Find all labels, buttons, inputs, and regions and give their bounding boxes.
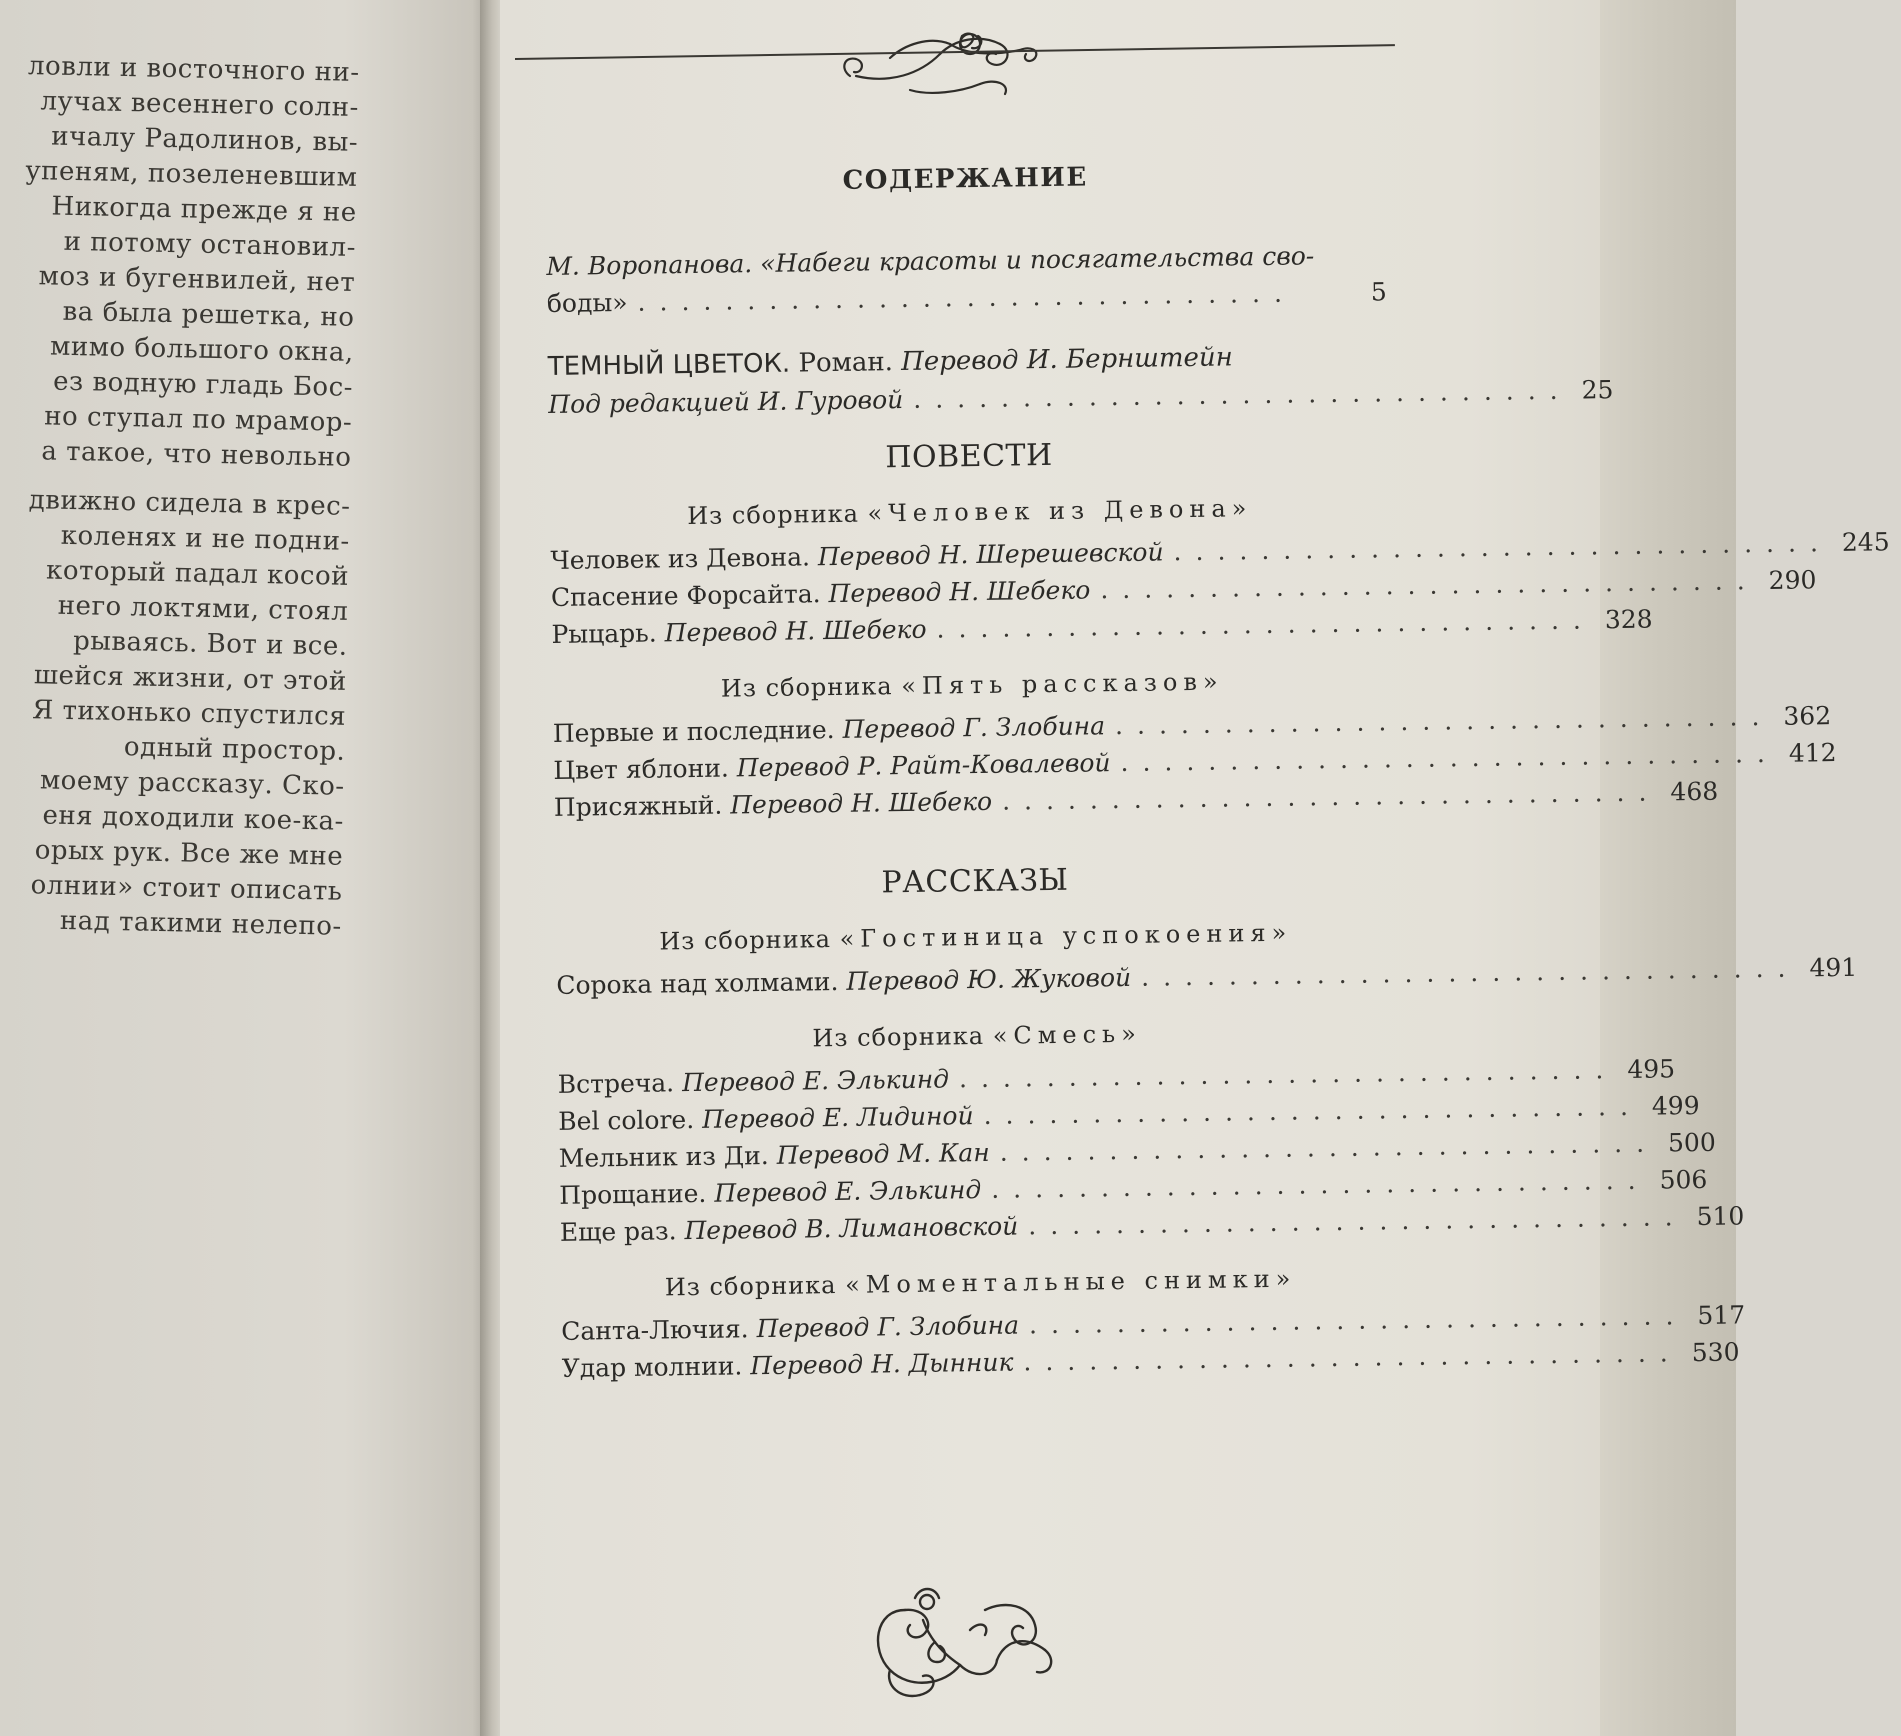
- entry-translator: Перевод Р. Райт-Ковалевой: [736, 748, 1111, 783]
- collection-heading: [560, 1263, 1400, 1303]
- left-text-line: одный простор.: [123, 732, 346, 767]
- table-of-contents: [545, 158, 1890, 1387]
- section-heading: ПОВЕСТИ: [885, 437, 1053, 476]
- collection-prefix: Из сборника: [659, 925, 832, 956]
- leader-dots: ..............................: [1140, 953, 1800, 992]
- entry-translator: Перевод М. Кан: [776, 1137, 990, 1170]
- toc-entry: [556, 952, 1858, 1004]
- entry-translator: Перевод Ю. Жуковой: [846, 962, 1132, 996]
- entry-title: Мельник из Ди.: [558, 1140, 769, 1173]
- left-text-line: Я тихонько спустился: [31, 695, 347, 732]
- page-edge: [1600, 0, 1736, 1736]
- left-text-line: рываясь. Вот и все.: [72, 626, 348, 662]
- leader-dots: ..............................: [913, 375, 1572, 414]
- entry-page-number: 517: [1697, 1300, 1746, 1331]
- collection-prefix: Из сборника: [812, 1021, 985, 1053]
- left-text-line: моз и бугенвилей, нет: [38, 261, 356, 298]
- entry-page-number: 506: [1659, 1164, 1708, 1195]
- leader-dots: ..............................: [991, 1165, 1650, 1204]
- left-text-line: мимо большого окна,: [49, 331, 355, 368]
- entry-title: Спасение Форсайта.: [550, 579, 821, 612]
- left-text-line: над такими нелепо-: [59, 905, 342, 942]
- entry-translator: Перевод Г. Злобина: [756, 1310, 1020, 1344]
- entry-page-number: 328: [1604, 604, 1653, 635]
- left-text-line: ва была решетка, но: [62, 296, 355, 333]
- left-text-line: еня доходили кое-ка-: [42, 800, 345, 837]
- left-text-line: который падал косой: [45, 555, 350, 592]
- left-text-line: олнии» стоит описать: [30, 870, 343, 907]
- leader-dots: ..............................: [936, 605, 1596, 644]
- leader-dots: ..............................: [958, 1055, 1618, 1094]
- collection-prefix: Из сборника: [664, 1271, 837, 1302]
- leader-dots: ..............................: [983, 1091, 1643, 1130]
- left-page-text: [0, 48, 360, 945]
- entry-title: Bel colore.: [558, 1105, 695, 1136]
- collection-heading: [550, 492, 1390, 532]
- toc-sections: [549, 433, 1890, 1387]
- collection-name: «Моментальные снимки»: [844, 1264, 1297, 1299]
- entry-page-number: 362: [1783, 701, 1832, 731]
- intro-text-line-1: М. Воропанова. «Набеги красоты и посягательства сво-: [546, 241, 1315, 281]
- collection-name: «Пять рассказов»: [901, 667, 1224, 701]
- entry-title: Санта-Лючия.: [561, 1314, 749, 1346]
- collection-prefix: Из сборника: [720, 672, 893, 703]
- entry-title: Первые и последние.: [552, 715, 835, 748]
- toc-novel-entry: [547, 336, 1614, 423]
- leader-dots: ..............................: [1028, 1301, 1688, 1340]
- entry-title: Присяжный.: [553, 790, 723, 822]
- left-text-line: ез водную гладь Бос-: [52, 366, 354, 403]
- intro-page-number: 5: [1370, 277, 1387, 307]
- entry-translator: Перевод Г. Злобина: [842, 711, 1106, 744]
- leader-dots: ..............................: [999, 1128, 1659, 1167]
- left-text-line: моему рассказу. Ско-: [39, 765, 345, 802]
- left-text-line: и потому остановил-: [63, 226, 357, 263]
- left-text-line: лучах весеннего солн-: [40, 86, 360, 123]
- toc-title: СОДЕРЖАНИЕ: [842, 162, 1088, 196]
- leader-dots: ..............................: [1100, 566, 1759, 605]
- entry-page-number: 245: [1841, 527, 1890, 557]
- entry-translator: Перевод Н. Шерешевской: [817, 537, 1164, 572]
- novel-editor: Под редакцией И. Гуровой: [548, 385, 904, 419]
- collection-prefix: Из сборника: [687, 499, 860, 531]
- floral-ornament-icon: [830, 14, 1060, 104]
- collection-name: «Смесь»: [992, 1019, 1143, 1050]
- entry-title: Встреча.: [557, 1068, 675, 1099]
- left-text-line: коленях и не подни-: [60, 520, 351, 557]
- entry-translator: Перевод Н. Шебеко: [828, 575, 1091, 609]
- entry-page-number: 530: [1691, 1337, 1740, 1368]
- left-text-line: а такое, что невольно: [41, 436, 352, 473]
- entry-title: Прощание.: [559, 1178, 707, 1210]
- entry-title: Удар молнии.: [561, 1351, 743, 1383]
- section-heading: РАССКАЗЫ: [881, 862, 1069, 901]
- entry-title: Сорока над холмами.: [556, 966, 839, 1000]
- collection-heading: [552, 665, 1392, 705]
- leader-dots: ..............................: [1028, 1202, 1687, 1241]
- entry-translator: Перевод Е. Лидиной: [701, 1101, 974, 1134]
- left-text-line: орых рук. Все же мне: [34, 835, 344, 872]
- entry-translator: Перевод Н. Дынник: [750, 1347, 1014, 1381]
- left-text-line: ичалу Радолинов, вы-: [50, 121, 359, 158]
- leader-dots: ..............................: [1114, 701, 1774, 741]
- entry-page-number: 468: [1670, 776, 1719, 807]
- toc-intro-entry: [546, 236, 1387, 322]
- entry-page-number: 510: [1696, 1201, 1745, 1232]
- entry-translator: Перевод Е. Элькинд: [681, 1064, 950, 1098]
- entry-title: Цвет яблони.: [553, 753, 730, 785]
- leader-dots: ..............................: [1001, 777, 1661, 816]
- entry-page-number: 499: [1651, 1090, 1700, 1121]
- left-page: [0, 0, 492, 1736]
- novel-page-number: 25: [1581, 375, 1614, 405]
- floral-vignette-icon: [865, 1580, 1065, 1710]
- entry-page-number: 500: [1667, 1127, 1716, 1158]
- entry-title: Человек из Девона.: [550, 542, 811, 575]
- leader-dots: ..............................: [1120, 738, 1780, 778]
- entry-page-number: 290: [1768, 565, 1817, 595]
- entry-translator: Перевод Н. Шебеко: [730, 786, 993, 820]
- entry-translator: Перевод Н. Шебеко: [664, 614, 927, 648]
- left-text-line: упеням, позеленевшим: [25, 155, 358, 193]
- leader-dots: ..............................: [637, 278, 1297, 317]
- entry-translator: Перевод В. Лимановской: [684, 1211, 1019, 1246]
- collection-heading: [557, 1016, 1397, 1056]
- entry-page-number: 412: [1788, 738, 1837, 768]
- left-text-line: шейся жизни, от этой: [33, 660, 348, 697]
- leader-dots: ..............................: [1173, 528, 1833, 567]
- collection-name: «Человек из Девона»: [867, 494, 1253, 528]
- novel-title: ТЕМНЫЙ ЦВЕТОК.: [547, 348, 791, 382]
- entry-page-number: 495: [1627, 1054, 1676, 1084]
- left-text-line: Никогда прежде я не: [51, 191, 357, 228]
- entry-translator: Перевод Е. Элькинд: [714, 1175, 982, 1208]
- leader-dots: ..............................: [1023, 1338, 1682, 1377]
- entry-title: Еще раз.: [559, 1216, 677, 1247]
- left-text-line: ловли и восточного ни-: [27, 51, 360, 88]
- collection-name: «Гостиница успокоения»: [839, 918, 1293, 953]
- left-text-line: но ступал по мрамор-: [43, 401, 353, 438]
- novel-genre: Роман.: [798, 347, 894, 379]
- left-text-line: него локтями, стоял: [57, 590, 349, 627]
- collection-heading: [556, 917, 1396, 957]
- entry-page-number: 491: [1809, 952, 1858, 983]
- entry-title: Рыцарь.: [551, 618, 657, 649]
- intro-text-line-2: боды»: [546, 287, 628, 318]
- left-text-line: движно сидела в крес-: [28, 485, 351, 522]
- novel-translator: Перевод И. Бернштейн: [900, 342, 1234, 378]
